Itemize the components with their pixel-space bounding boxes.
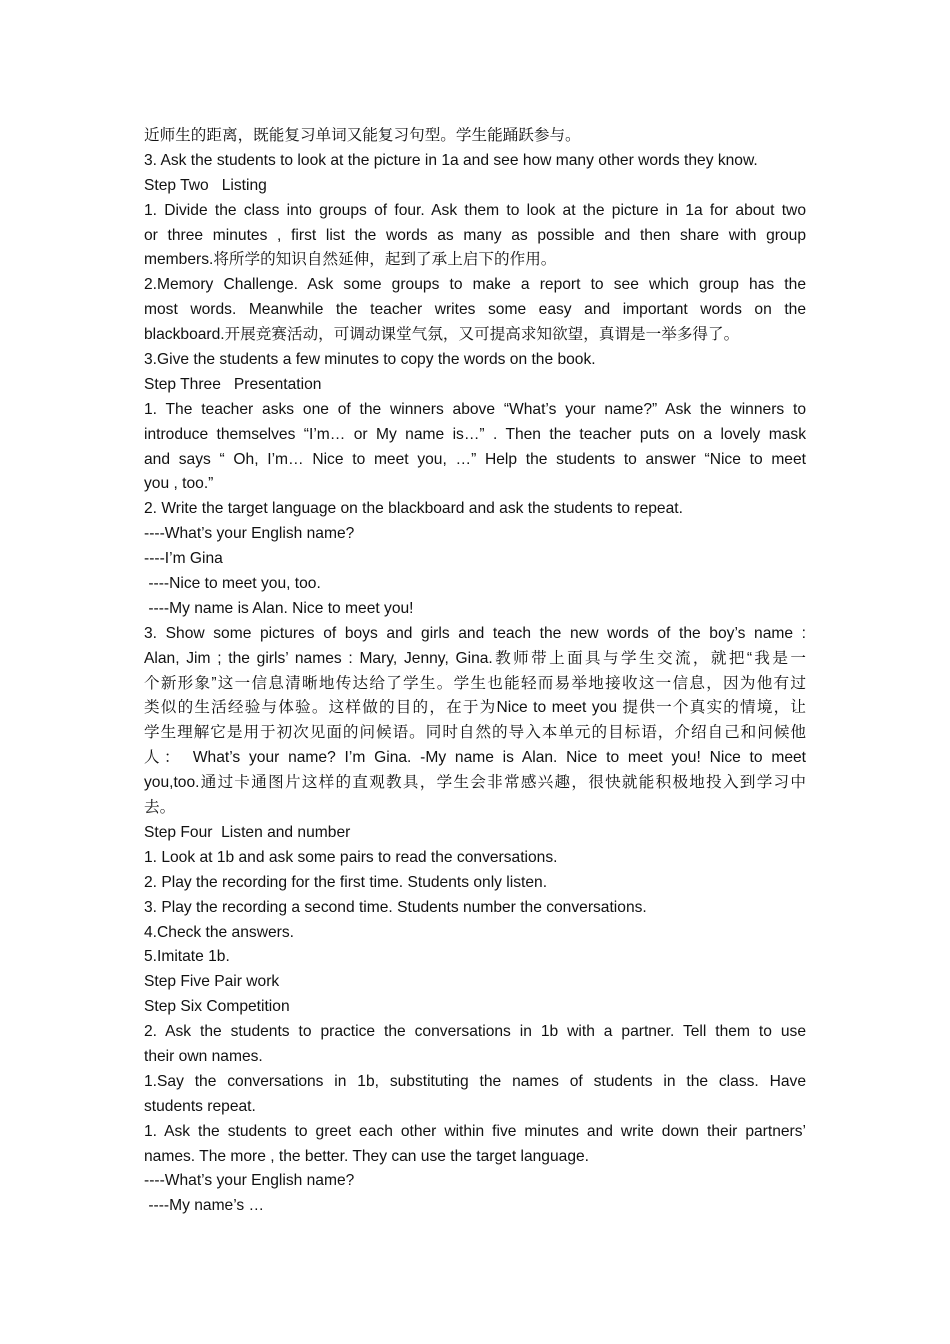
- text-line: names. The more , the better. They can use the target language.: [144, 1147, 589, 1165]
- text-line: ----I’m Gina: [144, 550, 223, 568]
- text-line: 1. The teacher asks one of the winners above “What’s your name?” Ask the winners to: [144, 400, 806, 418]
- text-line: ----What’s your English name?: [144, 525, 355, 543]
- text-line: 1.Say the conversations in 1b, substituting the names of students in the class. Have: [144, 1072, 806, 1090]
- text-line: ----What’s your English name?: [144, 1172, 355, 1190]
- text-line: you,too.通过卡通图片这样的直观教具，学生会非常感兴趣，很快就能积极地投入到学习中: [144, 774, 806, 792]
- text-line: you , too.”: [144, 475, 214, 493]
- text-line: and says “ Oh, I’m… Nice to meet you, …” Help the students to answer “Nice to meet: [144, 450, 806, 468]
- text-line: 3. Ask the students to look at the picture in 1a and see how many other words they know.: [144, 151, 758, 169]
- text-line: 3. Play the recording a second time. Students number the conversations.: [144, 898, 647, 916]
- document-body: [144, 124, 806, 1219]
- text-line: students repeat.: [144, 1097, 256, 1115]
- text-line: 2. Play the recording for the first time. Students only listen.: [144, 873, 548, 891]
- text-line: 4.Check the answers.: [144, 923, 294, 941]
- text-line: introduce themselves “I’m… or My name is…” . Then the teacher puts on a lovely mask: [144, 425, 806, 443]
- text-line: 学生理解它是用于初次见面的问候语。同时自然的导入本单元的目标语，介绍自己和问候他: [144, 724, 806, 742]
- text-line: Step Five Pair work: [144, 973, 280, 991]
- text-line: Step Six Competition: [144, 998, 290, 1016]
- text-line: blackboard.开展竞赛活动，可调动课堂气氛，又可提高求知欲望，真谓是一举多得了。: [144, 326, 740, 344]
- text-line: 去。: [144, 799, 176, 817]
- text-line: 人： What’s your name? I’m Gina. -My name is Alan. Nice to meet you! Nice to meet: [144, 749, 806, 767]
- text-line: 1. Look at 1b and ask some pairs to read the conversations.: [144, 848, 558, 866]
- text-line: 2. Write the target language on the blackboard and ask the students to repeat.: [144, 500, 683, 518]
- text-line: 近师生的距离，既能复习单词又能复习句型。学生能踊跃参与。: [144, 127, 581, 144]
- text-line: 类似的生活经验与体验。这样做的目的，在于为Nice to meet you 提供一个真实的情境，让: [144, 699, 806, 717]
- text-line: members.将所学的知识自然延伸，起到了承上启下的作用。: [144, 251, 557, 269]
- text-line: or three minutes , first list the words as many as possible and then share with group: [144, 226, 806, 244]
- text-line: ----Nice to meet you, too.: [144, 575, 321, 593]
- text-line: 1. Divide the class into groups of four. Ask them to look at the picture in 1a for about two: [144, 201, 806, 219]
- text-line: ----My name’s …: [144, 1197, 265, 1215]
- text-line: Alan, Jim ; the girls’ names : Mary, Jenny, Gina.教师带上面具与学生交流，就把“我是一: [144, 649, 806, 667]
- text-line: 个新形象”这一信息清晰地传达给了学生。学生也能轻而易举地接收这一信息，因为他有过: [144, 674, 806, 692]
- text-line: 2. Ask the students to practice the conversations in 1b with a partner. Tell them to use: [144, 1023, 806, 1041]
- text-line: Step Four Listen and number: [144, 823, 351, 841]
- text-line: ----My name is Alan. Nice to meet you!: [144, 599, 414, 617]
- text-line: most words. Meanwhile the teacher writes some easy and important words on the: [144, 301, 806, 319]
- text-line: Step Two Listing: [144, 176, 267, 194]
- text-line: their own names.: [144, 1047, 263, 1065]
- text-line: Step Three Presentation: [144, 375, 322, 393]
- text-line: 1. Ask the students to greet each other within five minutes and write down their partners’: [144, 1122, 806, 1140]
- text-line: 3.Give the students a few minutes to copy the words on the book.: [144, 351, 596, 369]
- text-line: 3. Show some pictures of boys and girls and teach the new words of the boy’s name :: [144, 624, 806, 642]
- text-line: 5.Imitate 1b.: [144, 948, 230, 966]
- text-line: 2.Memory Challenge. Ask some groups to make a report to see which group has the: [144, 276, 806, 294]
